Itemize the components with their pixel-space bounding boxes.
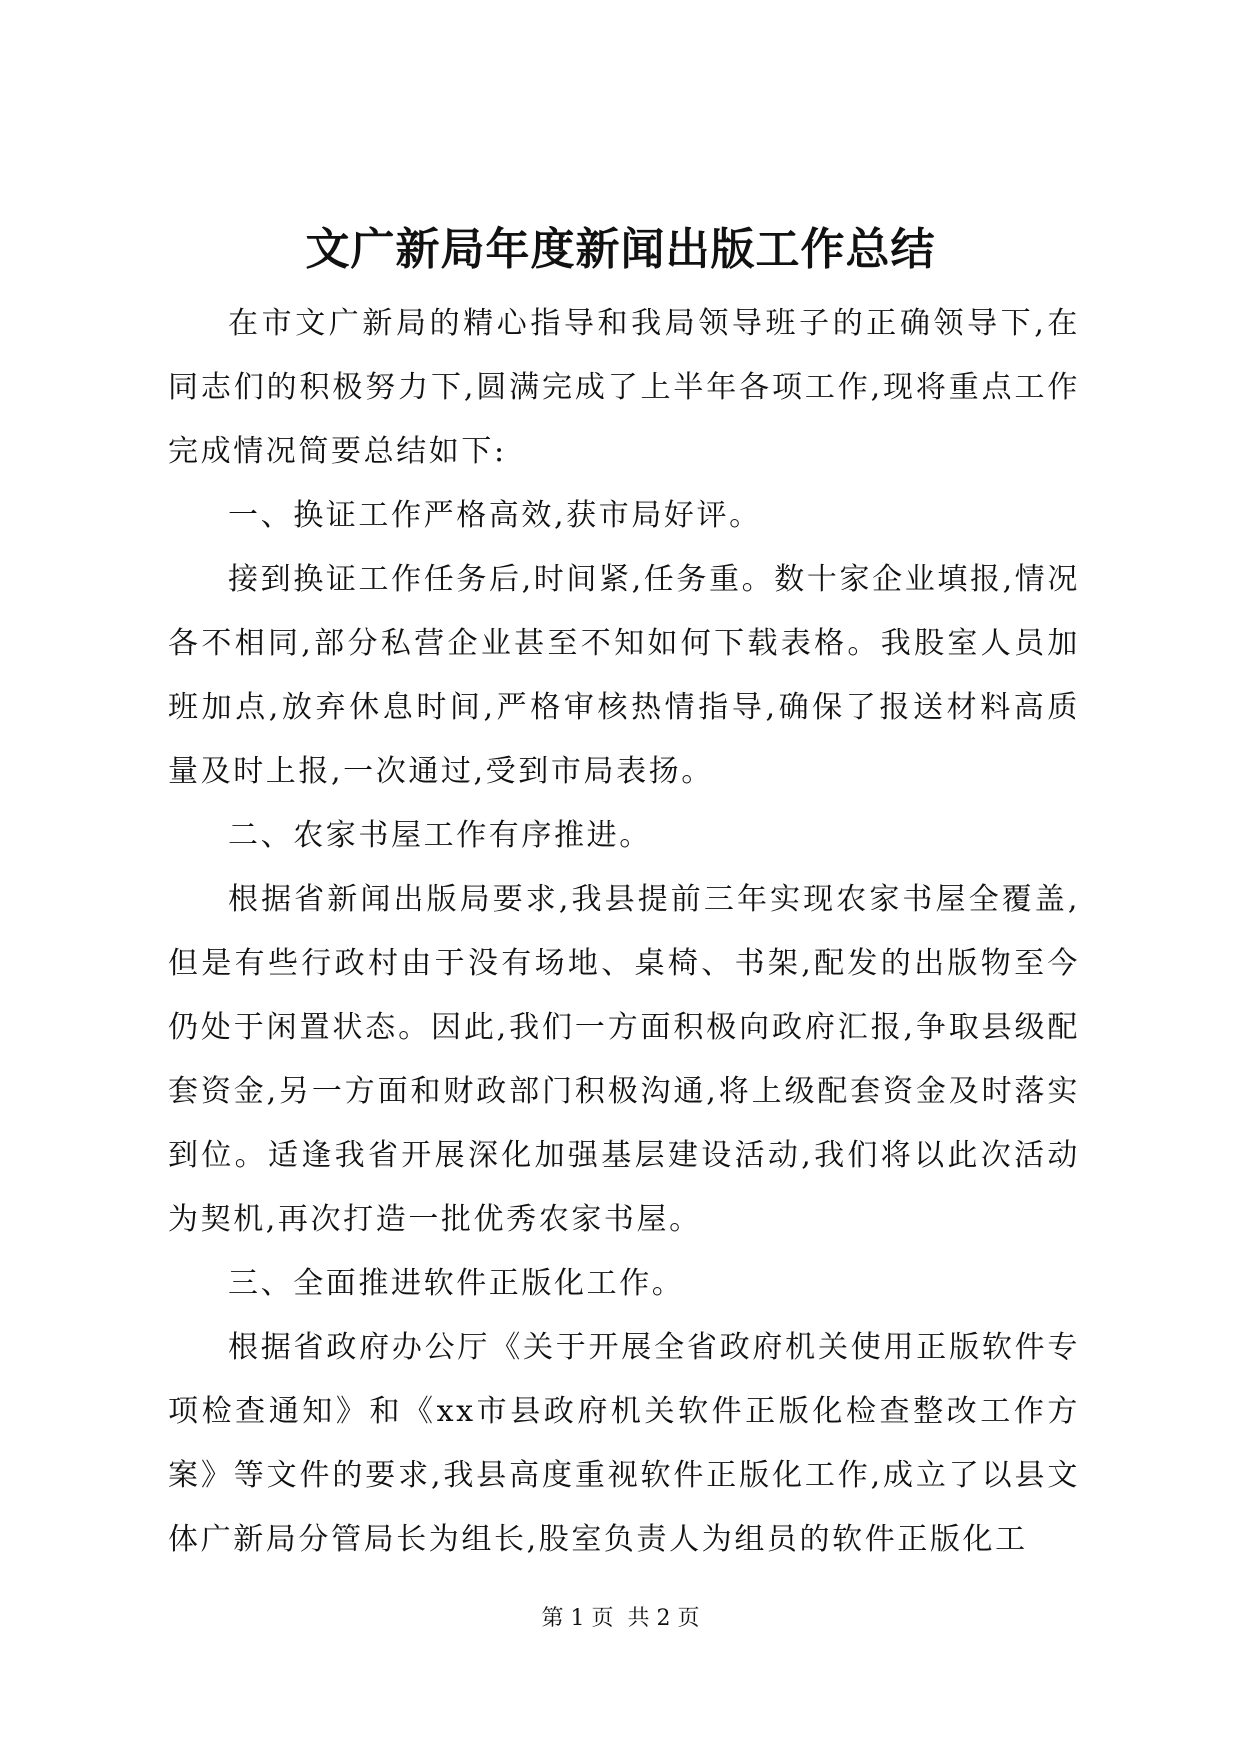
page-footer — [0, 1604, 1241, 1634]
section-heading-1: 一、换证工作严格高效,获市局好评。 — [228, 498, 762, 533]
paragraph-section-1: 接到换证工作任务后,时间紧,任务重。数十家企业填报,情况各不相同,部分私营企业甚至不知如何下载表格。我股室人员加班加点,放弃休息时间,严格审核热情指导,确保了报送材料高质量及时上报,一次通过,受到市局表扬。 — [168, 562, 1080, 789]
document-body — [168, 292, 1080, 1572]
section-heading-2: 二、农家书屋工作有序推进。 — [228, 818, 652, 853]
paragraph-section-3: 根据省政府办公厅《关于开展全省政府机关使用正版软件专项检查通知》和《xx市县政府机关软件正版化检查整改工作方案》等文件的要求,我县高度重视软件正版化工作,成立了以县文体广新局分管局长为组长,股室负责人为组员的软件正版化工 — [168, 1330, 1080, 1557]
section-heading-3: 三、全面推进软件正版化工作。 — [228, 1266, 685, 1301]
paragraph-intro: 在市文广新局的精心指导和我局领导班子的正确领导下,在同志们的积极努力下,圆满完成了上半年各项工作,现将重点工作完成情况简要总结如下: — [168, 306, 1080, 469]
document-title: 文广新局年度新闻出版工作总结 — [305, 224, 936, 275]
paragraph-section-2: 根据省新闻出版局要求,我县提前三年实现农家书屋全覆盖,但是有些行政村由于没有场地、桌椅、书架,配发的出版物至今仍处于闲置状态。因此,我们一方面积极向政府汇报,争取县级配套资金,另一方面和财政部门积极沟通,将上级配套资金及时落实到位。适逢我省开展深化加强基层建设活动,我们将以此次活动为契机,再次打造一批优秀农家书屋。 — [168, 882, 1080, 1237]
page-number-label: 第 1 页 共 2 页 — [541, 1606, 700, 1631]
